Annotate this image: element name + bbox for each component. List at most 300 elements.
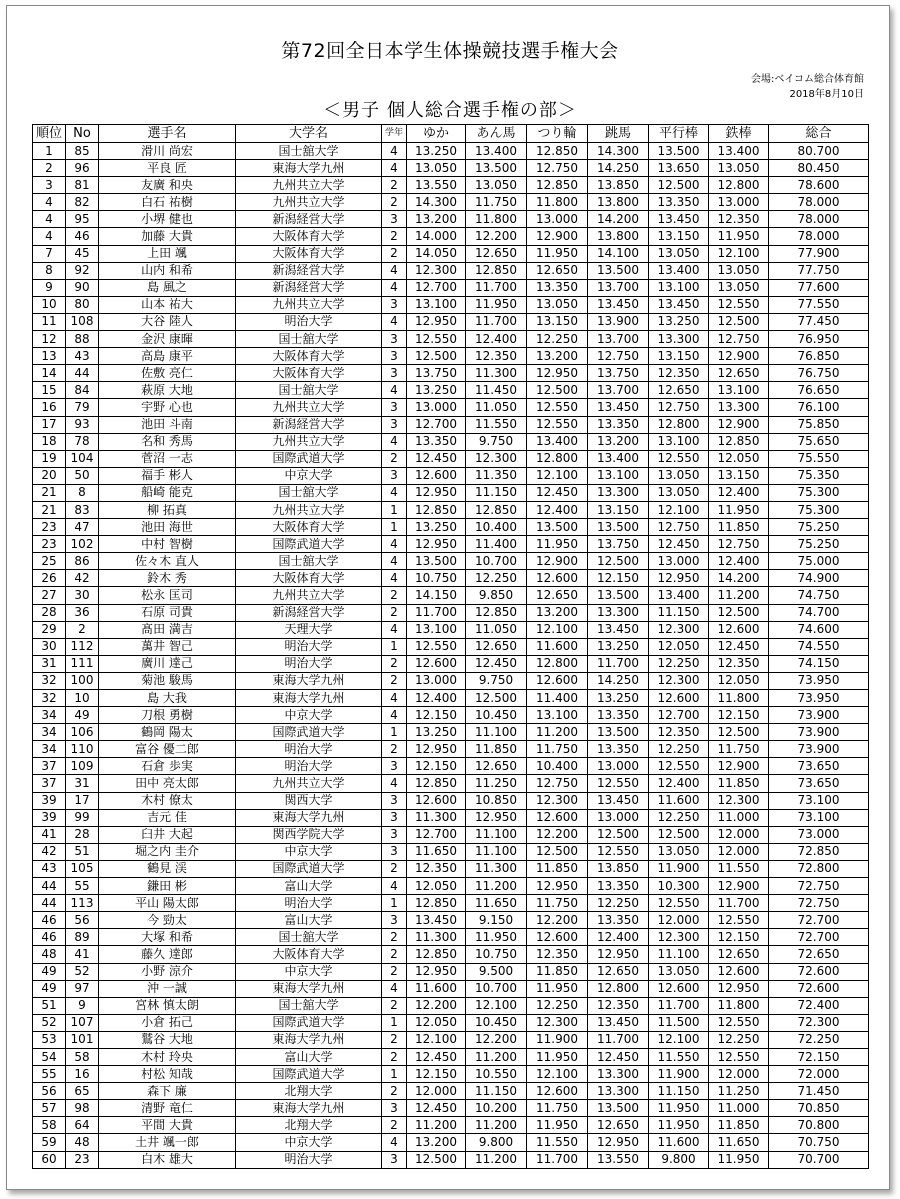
cell-rank: 2 (33, 160, 66, 177)
cell-rings: 12.100 (527, 467, 588, 484)
cell-vault: 12.950 (588, 1134, 649, 1151)
cell-rings: 12.250 (527, 997, 588, 1014)
cell-pommel-horse: 13.400 (466, 143, 527, 160)
cell-pommel-horse: 11.800 (466, 211, 527, 228)
cell-floor: 13.750 (407, 365, 466, 382)
cell-horizontal-bar: 11.200 (709, 587, 769, 604)
cell-vault: 12.400 (588, 929, 649, 946)
cell-rings: 12.800 (527, 655, 588, 672)
cell-athlete-name: 船崎 能克 (99, 484, 236, 501)
cell-parallel-bars: 10.300 (649, 878, 709, 895)
cell-vault: 13.450 (588, 296, 649, 313)
cell-athlete-name: 今 勁太 (99, 912, 236, 929)
cell-no: 2 (66, 621, 99, 638)
cell-parallel-bars: 11.150 (649, 1083, 709, 1100)
cell-vault: 13.700 (588, 279, 649, 296)
cell-rings: 12.250 (527, 331, 588, 348)
cell-horizontal-bar: 12.650 (709, 365, 769, 382)
cell-university: 九州共立大学 (236, 587, 382, 604)
cell-floor: 12.550 (407, 638, 466, 655)
cell-rings: 13.200 (527, 604, 588, 621)
cell-pommel-horse: 9.850 (466, 587, 527, 604)
cell-horizontal-bar: 12.550 (709, 1048, 769, 1065)
cell-university: 明治大学 (236, 638, 382, 655)
table-row (33, 997, 869, 1014)
cell-total: 77.900 (769, 245, 869, 262)
cell-total: 72.600 (769, 980, 869, 997)
cell-rank: 46 (33, 912, 66, 929)
table-row (33, 963, 869, 980)
cell-floor: 13.250 (407, 382, 466, 399)
date-label: 2018年8月10日 (789, 89, 864, 100)
cell-vault: 13.150 (588, 501, 649, 518)
cell-parallel-bars: 12.250 (649, 809, 709, 826)
cell-athlete-name: 上田 颯 (99, 245, 236, 262)
cell-rank: 4 (33, 228, 66, 245)
cell-university: 九州共立大学 (236, 194, 382, 211)
cell-rank: 51 (33, 997, 66, 1014)
cell-floor: 12.500 (407, 1151, 466, 1168)
cell-no: 82 (66, 194, 99, 211)
cell-athlete-name: 藤久 達郎 (99, 946, 236, 963)
cell-no: 85 (66, 143, 99, 160)
cell-rings: 12.750 (527, 775, 588, 792)
cell-total: 70.850 (769, 1100, 869, 1117)
cell-parallel-bars: 13.050 (649, 843, 709, 860)
cell-grade: 4 (382, 553, 407, 570)
cell-rank: 34 (33, 724, 66, 741)
cell-rank: 9 (33, 279, 66, 296)
cell-floor: 12.950 (407, 963, 466, 980)
cell-grade: 3 (382, 792, 407, 809)
cell-rings: 11.950 (527, 1048, 588, 1065)
cell-horizontal-bar: 13.400 (709, 143, 769, 160)
cell-rings: 13.150 (527, 313, 588, 330)
cell-total: 80.450 (769, 160, 869, 177)
cell-rings: 12.900 (527, 228, 588, 245)
cell-vault: 13.500 (588, 724, 649, 741)
results-body (33, 143, 869, 1169)
cell-grade: 3 (382, 416, 407, 433)
cell-grade: 3 (382, 809, 407, 826)
cell-rank: 29 (33, 621, 66, 638)
cell-athlete-name: 石倉 歩実 (99, 758, 236, 775)
cell-athlete-name: 小倉 拓己 (99, 1014, 236, 1031)
cell-floor: 13.450 (407, 912, 466, 929)
cell-university: 九州共立大学 (236, 399, 382, 416)
cell-rank: 56 (33, 1083, 66, 1100)
cell-total: 75.250 (769, 519, 869, 536)
cell-vault: 12.500 (588, 553, 649, 570)
cell-total: 72.700 (769, 912, 869, 929)
cell-horizontal-bar: 12.900 (709, 348, 769, 365)
cell-no: 88 (66, 331, 99, 348)
cell-total: 70.750 (769, 1134, 869, 1151)
cell-no: 107 (66, 1014, 99, 1031)
cell-parallel-bars: 12.000 (649, 912, 709, 929)
cell-grade: 3 (382, 331, 407, 348)
cell-no: 36 (66, 604, 99, 621)
cell-parallel-bars: 12.450 (649, 536, 709, 553)
cell-floor: 12.700 (407, 416, 466, 433)
cell-vault: 13.200 (588, 433, 649, 450)
cell-parallel-bars: 12.600 (649, 980, 709, 997)
cell-vault: 13.550 (588, 1151, 649, 1168)
cell-horizontal-bar: 12.100 (709, 245, 769, 262)
cell-athlete-name: 宇野 心也 (99, 399, 236, 416)
cell-floor: 13.350 (407, 433, 466, 450)
cell-grade: 3 (382, 1151, 407, 1168)
cell-horizontal-bar: 12.000 (709, 826, 769, 843)
table-row (33, 143, 869, 160)
cell-no: 100 (66, 672, 99, 689)
cell-no: 112 (66, 638, 99, 655)
cell-grade: 4 (382, 279, 407, 296)
cell-rings: 13.000 (527, 211, 588, 228)
table-row (33, 809, 869, 826)
cell-grade: 4 (382, 382, 407, 399)
cell-rank: 32 (33, 672, 66, 689)
table-row (33, 501, 869, 518)
cell-university: 国士舘大学 (236, 331, 382, 348)
cell-no: 79 (66, 399, 99, 416)
cell-rings: 11.950 (527, 536, 588, 553)
cell-vault: 13.500 (588, 519, 649, 536)
cell-rings: 11.800 (527, 194, 588, 211)
cell-total: 76.750 (769, 365, 869, 382)
cell-parallel-bars: 13.650 (649, 160, 709, 177)
cell-total: 76.650 (769, 382, 869, 399)
cell-no: 44 (66, 365, 99, 382)
cell-pommel-horse: 9.800 (466, 1134, 527, 1151)
cell-parallel-bars: 13.050 (649, 467, 709, 484)
cell-athlete-name: 木村 玲央 (99, 1048, 236, 1065)
cell-university: 新潟経営大学 (236, 604, 382, 621)
cell-parallel-bars: 12.500 (649, 177, 709, 194)
header-pommel-horse: あん馬 (466, 125, 527, 143)
cell-total: 70.800 (769, 1117, 869, 1134)
cell-floor: 12.450 (407, 1048, 466, 1065)
cell-rings: 11.200 (527, 724, 588, 741)
cell-grade: 3 (382, 348, 407, 365)
cell-no: 113 (66, 895, 99, 912)
table-row (33, 912, 869, 929)
cell-total: 72.150 (769, 1048, 869, 1065)
table-row (33, 672, 869, 689)
cell-total: 76.100 (769, 399, 869, 416)
cell-university: 明治大学 (236, 655, 382, 672)
cell-parallel-bars: 11.600 (649, 1134, 709, 1151)
cell-floor: 13.550 (407, 177, 466, 194)
cell-horizontal-bar: 12.150 (709, 929, 769, 946)
table-row (33, 433, 869, 450)
cell-grade: 2 (382, 228, 407, 245)
cell-rings: 11.700 (527, 1151, 588, 1168)
cell-rings: 12.100 (527, 1066, 588, 1083)
cell-rank: 20 (33, 467, 66, 484)
cell-pommel-horse: 11.100 (466, 843, 527, 860)
cell-athlete-name: 高島 康平 (99, 348, 236, 365)
cell-horizontal-bar: 11.800 (709, 997, 769, 1014)
cell-horizontal-bar: 13.050 (709, 279, 769, 296)
cell-parallel-bars: 12.500 (649, 826, 709, 843)
cell-horizontal-bar: 12.900 (709, 416, 769, 433)
cell-pommel-horse: 11.250 (466, 775, 527, 792)
cell-total: 72.850 (769, 843, 869, 860)
cell-no: 78 (66, 433, 99, 450)
cell-total: 76.950 (769, 331, 869, 348)
cell-athlete-name: 中村 智樹 (99, 536, 236, 553)
cell-total: 77.550 (769, 296, 869, 313)
cell-rings: 12.200 (527, 912, 588, 929)
cell-no: 49 (66, 707, 99, 724)
cell-total: 78.000 (769, 228, 869, 245)
cell-athlete-name: 小堺 健也 (99, 211, 236, 228)
cell-total: 77.750 (769, 262, 869, 279)
cell-vault: 12.950 (588, 946, 649, 963)
cell-vault: 13.850 (588, 177, 649, 194)
cell-floor: 12.450 (407, 1100, 466, 1117)
cell-rings: 12.300 (527, 1014, 588, 1031)
cell-pommel-horse: 11.650 (466, 895, 527, 912)
cell-no: 64 (66, 1117, 99, 1134)
cell-pommel-horse: 11.350 (466, 467, 527, 484)
cell-horizontal-bar: 13.000 (709, 194, 769, 211)
cell-rank: 34 (33, 707, 66, 724)
cell-horizontal-bar: 12.500 (709, 724, 769, 741)
cell-university: 国際武道大学 (236, 450, 382, 467)
results-table (32, 124, 869, 1169)
cell-athlete-name: 菊池 駿馬 (99, 672, 236, 689)
cell-university: 中京大学 (236, 707, 382, 724)
cell-university: 北翔大学 (236, 1117, 382, 1134)
table-row (33, 1048, 869, 1065)
cell-athlete-name: 平山 陽太郎 (99, 895, 236, 912)
cell-floor: 12.600 (407, 467, 466, 484)
cell-university: 大阪体育大学 (236, 228, 382, 245)
cell-rank: 49 (33, 963, 66, 980)
cell-athlete-name: 田中 亮太郎 (99, 775, 236, 792)
cell-pommel-horse: 11.950 (466, 296, 527, 313)
cell-no: 52 (66, 963, 99, 980)
cell-pommel-horse: 9.750 (466, 433, 527, 450)
cell-rings: 12.950 (527, 878, 588, 895)
cell-university: 国際武道大学 (236, 536, 382, 553)
table-header-row (33, 125, 869, 143)
cell-rings: 11.900 (527, 1031, 588, 1048)
cell-grade: 4 (382, 433, 407, 450)
header-grade: 学年 (382, 125, 407, 143)
cell-athlete-name: 臼井 大起 (99, 826, 236, 843)
cell-vault: 12.650 (588, 963, 649, 980)
cell-grade: 1 (382, 1066, 407, 1083)
cell-parallel-bars: 11.100 (649, 946, 709, 963)
cell-rings: 12.850 (527, 177, 588, 194)
cell-university: 新潟経営大学 (236, 416, 382, 433)
cell-rings: 11.750 (527, 895, 588, 912)
cell-total: 72.400 (769, 997, 869, 1014)
cell-grade: 4 (382, 621, 407, 638)
cell-total: 74.150 (769, 655, 869, 672)
cell-athlete-name: 鶴見 渓 (99, 860, 236, 877)
cell-floor: 12.400 (407, 690, 466, 707)
table-row (33, 365, 869, 382)
cell-university: 国士舘大学 (236, 997, 382, 1014)
cell-no: 45 (66, 245, 99, 262)
cell-grade: 3 (382, 912, 407, 929)
cell-no: 80 (66, 296, 99, 313)
cell-grade: 1 (382, 1014, 407, 1031)
cell-pommel-horse: 11.300 (466, 365, 527, 382)
cell-grade: 2 (382, 672, 407, 689)
cell-grade: 4 (382, 160, 407, 177)
cell-floor: 13.050 (407, 160, 466, 177)
cell-university: 東海大学九州 (236, 160, 382, 177)
cell-athlete-name: 佐々木 直人 (99, 553, 236, 570)
table-row (33, 604, 869, 621)
cell-rank: 41 (33, 826, 66, 843)
cell-university: 国士舘大学 (236, 382, 382, 399)
cell-horizontal-bar: 12.000 (709, 843, 769, 860)
cell-floor: 12.600 (407, 655, 466, 672)
table-row (33, 1083, 869, 1100)
cell-university: 明治大学 (236, 758, 382, 775)
cell-vault: 13.850 (588, 860, 649, 877)
cell-athlete-name: 加藤 大貴 (99, 228, 236, 245)
cell-horizontal-bar: 12.300 (709, 792, 769, 809)
table-row (33, 1014, 869, 1031)
cell-parallel-bars: 12.750 (649, 399, 709, 416)
cell-athlete-name: 木村 僚太 (99, 792, 236, 809)
cell-vault: 13.800 (588, 194, 649, 211)
cell-grade: 1 (382, 501, 407, 518)
cell-rings: 11.850 (527, 860, 588, 877)
cell-horizontal-bar: 12.550 (709, 912, 769, 929)
table-row (33, 467, 869, 484)
cell-no: 41 (66, 946, 99, 963)
cell-parallel-bars: 9.800 (649, 1151, 709, 1168)
cell-floor: 12.050 (407, 1014, 466, 1031)
cell-vault: 13.450 (588, 399, 649, 416)
cell-total: 75.300 (769, 484, 869, 501)
cell-parallel-bars: 11.150 (649, 604, 709, 621)
cell-athlete-name: 名和 秀馬 (99, 433, 236, 450)
cell-no: 104 (66, 450, 99, 467)
table-row (33, 1100, 869, 1117)
cell-pommel-horse: 10.850 (466, 792, 527, 809)
cell-pommel-horse: 11.200 (466, 1151, 527, 1168)
table-row (33, 450, 869, 467)
cell-rings: 11.950 (527, 245, 588, 262)
cell-university: 天理大学 (236, 621, 382, 638)
cell-parallel-bars: 12.300 (649, 929, 709, 946)
cell-rank: 16 (33, 399, 66, 416)
cell-athlete-name: 白木 雄大 (99, 1151, 236, 1168)
cell-university: 東海大学九州 (236, 1031, 382, 1048)
cell-grade: 4 (382, 570, 407, 587)
cell-parallel-bars: 13.500 (649, 143, 709, 160)
cell-horizontal-bar: 11.750 (709, 741, 769, 758)
cell-no: 58 (66, 1048, 99, 1065)
cell-athlete-name: 富谷 優二郎 (99, 741, 236, 758)
cell-floor: 12.350 (407, 860, 466, 877)
cell-no: 8 (66, 484, 99, 501)
cell-total: 74.700 (769, 604, 869, 621)
cell-grade: 3 (382, 211, 407, 228)
cell-vault: 13.350 (588, 416, 649, 433)
cell-rings: 12.500 (527, 382, 588, 399)
cell-floor: 12.200 (407, 997, 466, 1014)
cell-total: 73.950 (769, 672, 869, 689)
cell-grade: 1 (382, 724, 407, 741)
cell-no: 102 (66, 536, 99, 553)
cell-grade: 3 (382, 758, 407, 775)
cell-vault: 13.450 (588, 1014, 649, 1031)
cell-grade: 4 (382, 690, 407, 707)
cell-athlete-name: 島 風之 (99, 279, 236, 296)
cell-parallel-bars: 12.300 (649, 621, 709, 638)
cell-rings: 13.400 (527, 433, 588, 450)
cell-parallel-bars: 12.050 (649, 638, 709, 655)
cell-no: 23 (66, 1151, 99, 1168)
cell-university: 中京大学 (236, 1134, 382, 1151)
header-rings: つり輪 (527, 125, 588, 143)
cell-vault: 13.350 (588, 707, 649, 724)
cell-total: 74.550 (769, 638, 869, 655)
cell-vault: 14.250 (588, 672, 649, 689)
header-vault: 跳馬 (588, 125, 649, 143)
cell-pommel-horse: 12.450 (466, 655, 527, 672)
cell-rank: 21 (33, 501, 66, 518)
cell-grade: 4 (382, 1134, 407, 1151)
header-university: 大学名 (236, 125, 382, 143)
cell-parallel-bars: 13.300 (649, 331, 709, 348)
cell-floor: 13.100 (407, 296, 466, 313)
cell-grade: 2 (382, 860, 407, 877)
cell-grade: 3 (382, 399, 407, 416)
cell-athlete-name: 柳 拓真 (99, 501, 236, 518)
cell-athlete-name: 山内 和希 (99, 262, 236, 279)
cell-vault: 11.700 (588, 655, 649, 672)
cell-horizontal-bar: 12.450 (709, 638, 769, 655)
cell-vault: 12.800 (588, 980, 649, 997)
cell-pommel-horse: 12.350 (466, 348, 527, 365)
cell-athlete-name: 池田 海世 (99, 519, 236, 536)
cell-total: 73.650 (769, 758, 869, 775)
cell-university: 関西大学 (236, 792, 382, 809)
cell-university: 大阪体育大学 (236, 365, 382, 382)
cell-total: 72.800 (769, 860, 869, 877)
cell-horizontal-bar: 11.650 (709, 1134, 769, 1151)
cell-no: 48 (66, 1134, 99, 1151)
cell-no: 56 (66, 912, 99, 929)
cell-parallel-bars: 11.950 (649, 1117, 709, 1134)
cell-total: 77.600 (769, 279, 869, 296)
cell-vault: 13.300 (588, 1083, 649, 1100)
cell-pommel-horse: 11.100 (466, 724, 527, 741)
cell-horizontal-bar: 11.700 (709, 895, 769, 912)
cell-total: 78.000 (769, 194, 869, 211)
cell-no: 86 (66, 553, 99, 570)
cell-university: 明治大学 (236, 741, 382, 758)
cell-pommel-horse: 11.150 (466, 1083, 527, 1100)
cell-no: 95 (66, 211, 99, 228)
cell-pommel-horse: 12.300 (466, 450, 527, 467)
cell-rank: 14 (33, 365, 66, 382)
header-rank: 順位 (33, 125, 66, 143)
cell-horizontal-bar: 12.550 (709, 1014, 769, 1031)
cell-vault: 13.700 (588, 382, 649, 399)
